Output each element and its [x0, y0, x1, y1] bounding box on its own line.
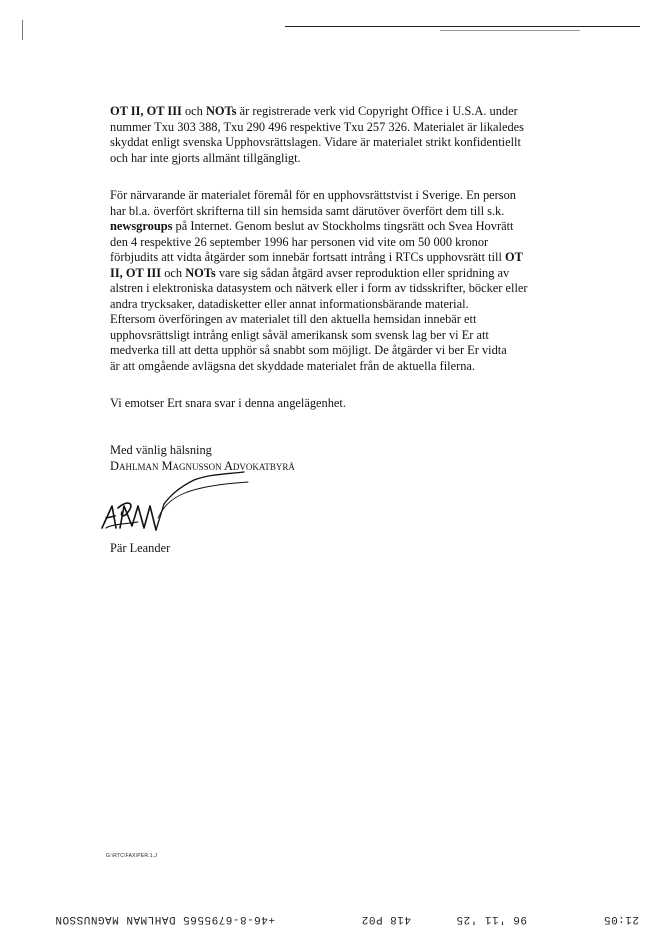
text-line: alstren i elektroniska datasystem och nätverk eller i form av tidsskrifter, böcker eller — [110, 281, 528, 295]
text-line: är att omgående avlägsna det skyddade materialet från de aktuella filerna. — [110, 358, 476, 373]
closing-salutation: Med vänlig hälsning — [110, 443, 212, 457]
signer-name: Pär Leander — [110, 541, 171, 555]
law-firm-name: Dahlman Magnusson Advokatbyrå — [110, 458, 295, 473]
newsgroups-term: newsgroups — [110, 219, 173, 233]
text-line: För närvarande är materialet föremål för en upphovsrättstvist i Sverige. En person — [110, 188, 517, 202]
text-fragment: och — [181, 104, 206, 118]
fax-sender: +46-8-6795565 DAHLMAN MAGNUSSON — [54, 913, 275, 925]
text-line — [110, 104, 570, 120]
text-line — [110, 250, 570, 266]
paragraph-request — [110, 396, 570, 412]
work-title: NOTs — [185, 265, 216, 280]
paragraph-copyright — [110, 104, 570, 166]
work-title: OT II, OT III — [110, 104, 182, 118]
text-line: och har inte gjorts allmänt tillgängligt. — [110, 150, 301, 165]
fax-time: 21:05 — [603, 913, 639, 925]
text-line: andra trycksaker, datadisketter eller annat informationsbärande material. — [110, 296, 469, 311]
text-line — [110, 266, 570, 282]
margin-mark — [22, 20, 23, 40]
work-title: II, OT III — [110, 265, 162, 280]
text-fragment: vare sig sådan åtgärd avser reproduktion eller spridning av — [215, 265, 510, 280]
text-fragment: och — [161, 265, 186, 280]
text-line: upphovsrättsligt intrång enligt såväl amerikansk som svensk lag ber vi Er att — [110, 327, 489, 342]
text-line: Eftersom överföringen av materialet till den aktuella hemsidan innebär ett — [110, 312, 477, 326]
text-line: den 4 respektive 26 september 1996 har personen vid vite om 50 000 kronor — [110, 234, 489, 249]
text-line — [110, 219, 570, 235]
text-line: skyddat enligt svenska Upphovsrättslagen. Vidare är materialet strikt konfidentiellt — [110, 135, 521, 149]
work-title: NOTs — [205, 104, 237, 118]
header-rule — [285, 26, 640, 27]
fax-page-id: 418 P02 — [361, 913, 411, 925]
text-line: medverka till att detta upphör så snabbt som möjligt. De åtgärder vi ber Er vidta — [110, 343, 507, 357]
text-fragment: är registrerade verk vid Copyright Office i U.S.A. under — [236, 104, 518, 118]
letter-body — [110, 104, 570, 428]
header-rule-faint — [440, 30, 580, 31]
text-line: nummer Txu 303 388, Txu 290 496 respektive Txu 257 326. Materialet är likaledes — [110, 119, 524, 134]
text-fragment: förbjudits att vidta åtgärder som innebär fortsatt intrång i RTCs upphovsrätt till — [110, 250, 505, 264]
paragraph-dispute — [110, 188, 570, 374]
handwritten-signature — [98, 466, 268, 544]
fax-transmission-header — [0, 909, 653, 925]
work-title: OT — [505, 250, 523, 264]
text-line: Vi emotser Ert snara svar i denna angelägenhet. — [110, 396, 346, 410]
text-fragment: på Internet. Genom beslut av Stockholms tingsrätt och Svea Hovrätt — [172, 219, 514, 233]
fax-date: 96 '11 '25 — [455, 913, 527, 925]
text-line: har bl.a. överfört skrifterna till sin hemsida samt därutöver överfört dem till s.k. — [110, 203, 505, 218]
file-path: G:\RTC\FAX\PER.1.J — [106, 853, 158, 859]
